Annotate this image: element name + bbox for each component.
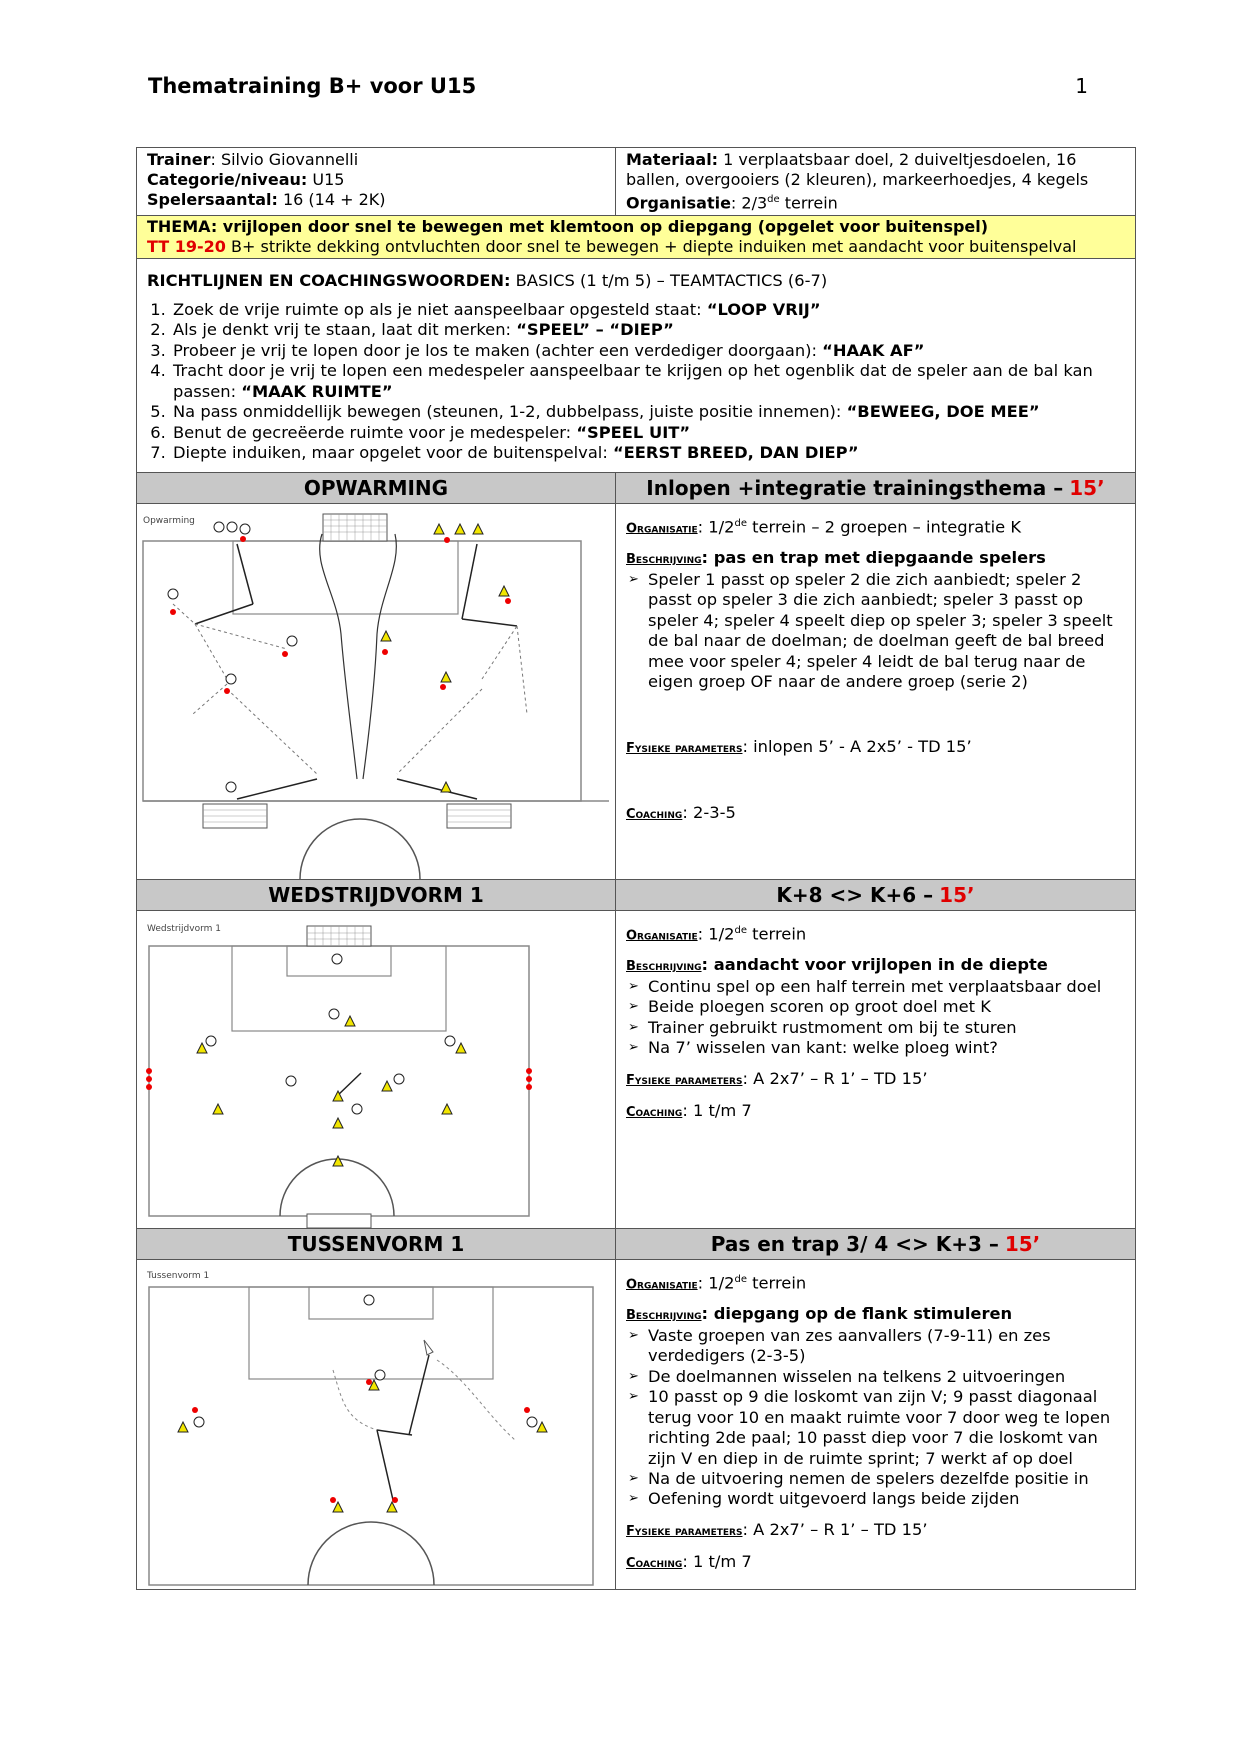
organisation-value: : 1/2: [697, 1273, 735, 1293]
guidelines-heading-rest: BASICS (1 t/m 5) – TEAMTACTICS (6-7): [510, 271, 828, 291]
description-label: Beschrijving: [626, 1307, 702, 1323]
physical-parameters-value: : inlopen 5’ - A 2x5’ - TD 15’: [742, 736, 972, 756]
pitch-diagram: [137, 911, 615, 1228]
organisation-value-rest: terrein: [746, 1273, 807, 1293]
guideline-item: [171, 361, 1125, 402]
coaching-cue: “EERST BREED, DAN DIEP”: [612, 443, 859, 463]
tussenvorm-diagram: [137, 1260, 616, 1589]
section-title-right: Inlopen +integratie trainingsthema –: [646, 475, 1064, 500]
player-count-value: 16 (14 + 2K): [277, 190, 386, 209]
description-list: [626, 570, 1125, 692]
physical-parameters-label: Fysieke parameters: [626, 1072, 743, 1088]
description-title: : diepgang op de flank stimuleren: [701, 1303, 1013, 1323]
page-header: [148, 74, 1088, 104]
section-body-opwarming: [137, 504, 1135, 880]
category-label: Categorie/niveau:: [147, 170, 308, 189]
section-body-tussenvorm: [137, 1260, 1135, 1589]
organisation-label: Organisatie: [626, 521, 698, 537]
description-item: ➢ Vaste groepen van zes aanvallers (7-9-11) en zes verdedigers (2-3-5): [626, 1326, 1125, 1367]
guideline-text: Probeer je vrij te lopen door je los te maken (achter een verdediger doorgaan):: [173, 340, 823, 360]
organisation-sup: de: [767, 194, 780, 205]
guideline-item: [171, 300, 1125, 321]
document-title: Thematraining B+ voor U15: [148, 74, 477, 98]
coaching-value: : 1 t/m 7: [682, 1101, 752, 1121]
wedstrijdvorm-diagram: [137, 911, 616, 1228]
guideline-text: Benut de gecreëerde ruimte voor je medespeler:: [173, 422, 577, 442]
material-value: 1 verplaatsbaar doel, 2 duiveltjesdoelen, 16 ballen, overgooiers (2 kleuren), markeerhoedjes, 4 kegels: [626, 150, 1089, 189]
coaching-cue: “LOOP VRIJ”: [706, 299, 821, 319]
coaching-label: Coaching: [626, 1105, 683, 1121]
guidelines-list: [147, 300, 1125, 464]
description-label: Beschrijving: [626, 551, 702, 567]
physical-parameters-label: Fysieke parameters: [626, 1523, 743, 1539]
theme-subline: B+ strikte dekking ontvluchten door snel te bewegen + diepte induiken met aandacht voor buitenspelval: [225, 237, 1077, 257]
organisation-value-rest: terrein: [779, 193, 838, 213]
coaching-cue: “MAAK RUIMTE”: [241, 381, 393, 401]
coaching-value: : 1 t/m 7: [682, 1552, 752, 1572]
category-value: U15: [307, 170, 345, 189]
guideline-text: Als je denkt vrij te staan, laat dit merken:: [173, 320, 517, 340]
coaching-cue: “BEWEEG, DOE MEE”: [846, 402, 1040, 422]
physical-parameters-value: : A 2x7’ – R 1’ – TD 15’: [742, 1519, 928, 1539]
description-item: ➢ Trainer gebruikt rustmoment om bij te sturen: [626, 1018, 1125, 1038]
organisation-label: Organisatie: [626, 1277, 698, 1293]
description-item: ➢ Speler 1 passt op speler 2 die zich aanbiedt; speler 2 passt op speler 3 die zich aanbiedt; speler 3 passt op speler 4; speler 4 speelt diep op speler 3; speler 3 speelt de bal naar de doelman; de doelman geeft de bal breed mee voor speler 4; speler 4 leidt de bal terug naar de eigen groep OF naar de andere groep (serie 2): [626, 570, 1125, 692]
section-title-left: TUSSENVORM 1: [137, 1229, 616, 1259]
info-row: [137, 148, 1135, 216]
pitch-diagram: [137, 1260, 615, 1589]
section-header-opwarming: [137, 473, 1135, 504]
organisation-label: Organisatie: [626, 193, 731, 213]
description-item: ➢ Oefening wordt uitgevoerd langs beide zijden: [626, 1489, 1125, 1509]
trainer-label: Trainer: [147, 150, 211, 169]
section-minutes: 15’: [1004, 1231, 1041, 1256]
diagram-label: Opwarming: [143, 515, 195, 526]
training-sheet-table: [136, 147, 1136, 1590]
section-minutes: 15’: [939, 882, 975, 907]
guideline-text: Na pass onmiddellijk bewegen (steunen, 1-2, dubbelpass, juiste positie innemen):: [173, 402, 847, 422]
physical-parameters-label: Fysieke parameters: [626, 740, 743, 756]
material-label: Materiaal:: [626, 150, 719, 169]
coaching-label: Coaching: [626, 1556, 683, 1572]
description-title: : aandacht voor vrijlopen in de diepte: [701, 954, 1048, 974]
organisation-value: : 2/3: [730, 193, 768, 213]
opwarming-description: [616, 504, 1135, 879]
theme-line: THEMA: vrijlopen door snel te bewegen met klemtoon op diepgang (opgelet voor buitenspel): [147, 217, 989, 237]
trainer-value: : Silvio Giovannelli: [210, 150, 359, 169]
coaching-value: : 2-3-5: [682, 802, 736, 822]
diagram-label: Tussenvorm 1: [147, 1270, 210, 1281]
section-title-left: OPWARMING: [137, 473, 616, 503]
organisation-value-rest: terrein – 2 groepen – integratie K: [746, 517, 1022, 537]
guideline-text: Zoek de vrije ruimte op als je niet aanspeelbaar opgesteld staat:: [173, 299, 707, 319]
organisation-sup: de: [734, 517, 747, 529]
coaching-label: Coaching: [626, 806, 683, 822]
description-item: ➢ Beide ploegen scoren op groot doel met K: [626, 997, 1125, 1017]
guideline-item: [171, 320, 1125, 341]
pitch-diagram: [137, 504, 615, 879]
guideline-text: Tracht door je vrij te lopen een medespeler aanspeelbaar te krijgen op het ogenblik dat de speler aan de bal kan passen:: [173, 361, 1093, 401]
physical-parameters-value: : A 2x7’ – R 1’ – TD 15’: [742, 1068, 928, 1088]
organisation-value: : 1/2: [697, 517, 735, 537]
description-list: [626, 1326, 1125, 1510]
coaching-cue: “HAAK AF”: [822, 340, 925, 360]
guidelines-section: [137, 259, 1135, 473]
section-header-tussenvorm: [137, 1229, 1135, 1260]
guideline-text: Diepte induiken, maar opgelet voor de buitenspelval:: [173, 443, 613, 463]
player-count-label: Spelersaantal:: [147, 190, 278, 209]
page-number: 1: [1075, 74, 1088, 98]
guideline-item: [171, 402, 1125, 423]
description-item: ➢ Continu spel op een half terrein met verplaatsbaar doel: [626, 977, 1125, 997]
organisation-value-rest: terrein: [746, 924, 807, 944]
coaching-cue: “SPEEL” – “DIEP”: [516, 320, 674, 340]
section-title-left: WEDSTRIJDVORM 1: [137, 880, 616, 910]
description-item: ➢ De doelmannen wisselen na telkens 2 uitvoeringen: [626, 1367, 1125, 1387]
wedstrijdvorm-description: [616, 911, 1135, 1228]
organisation-sup: de: [734, 1273, 747, 1285]
guideline-item: [171, 443, 1125, 464]
tussenvorm-description: [616, 1260, 1135, 1589]
guidelines-heading: RICHTLIJNEN EN COACHINGSWOORDEN:: [147, 271, 511, 291]
theme-code: TT 19-20: [147, 237, 226, 257]
diagram-label: Wedstrijdvorm 1: [147, 923, 221, 934]
opwarming-diagram: [137, 504, 616, 879]
description-item: ➢ 10 passt op 9 die loskomt van zijn V; 9 passt diagonaal terug voor 10 en maakt ruimte voor 7 door weg te lopen richting 2de paal; 10 passt diep voor 7 die loskomt van zijn V en diep in de ruimte sprint; 7 werkt af op doel: [626, 1387, 1125, 1469]
description-label: Beschrijving: [626, 958, 702, 974]
description-title: : pas en trap met diepgaande spelers: [701, 547, 1046, 567]
guideline-item: [171, 423, 1125, 444]
trainer-info-cell: [137, 148, 616, 215]
guideline-item: [171, 341, 1125, 362]
section-title-right: K+8 <> K+6 –: [776, 882, 934, 907]
organisation-value: : 1/2: [697, 924, 735, 944]
section-title-right: Pas en trap 3/ 4 <> K+3 –: [710, 1231, 999, 1256]
description-item: ➢ Na de uitvoering nemen de spelers dezelfde positie in: [626, 1469, 1125, 1489]
organisation-sup: de: [734, 924, 747, 936]
material-info-cell: [616, 148, 1135, 215]
theme-banner: [137, 216, 1135, 259]
description-item: ➢ Na 7’ wisselen van kant: welke ploeg wint?: [626, 1038, 1125, 1058]
section-minutes: 15’: [1069, 475, 1105, 500]
coaching-cue: “SPEEL UIT”: [576, 422, 691, 442]
section-header-wedstrijdvorm: [137, 880, 1135, 911]
organisation-label: Organisatie: [626, 928, 698, 944]
section-body-wedstrijdvorm: [137, 911, 1135, 1229]
description-list: [626, 977, 1125, 1059]
